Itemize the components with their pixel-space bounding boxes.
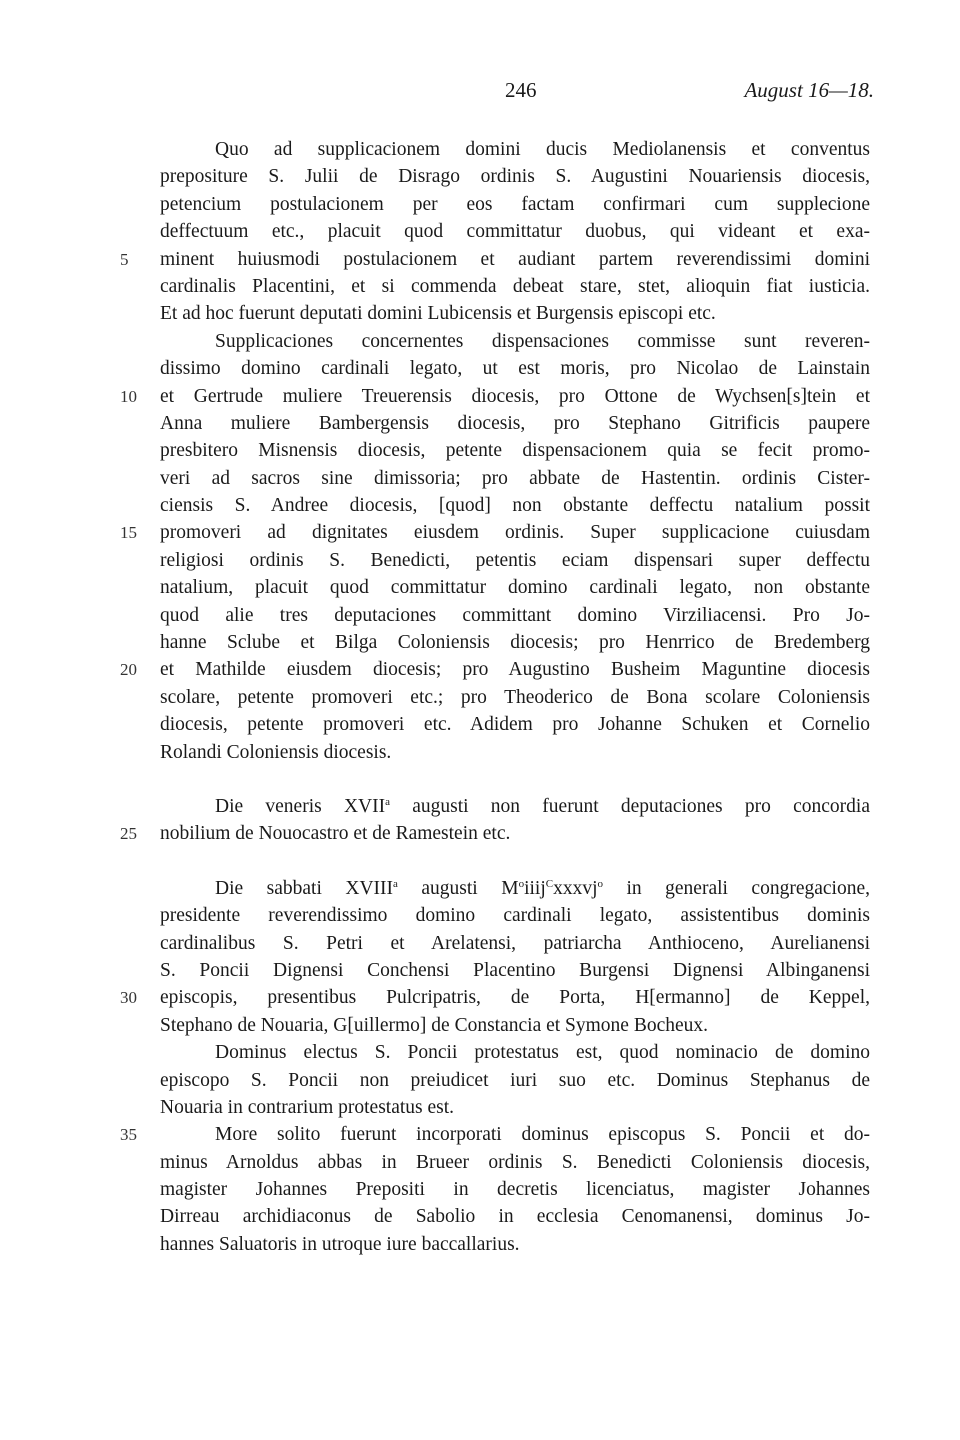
line-text: Dirreau archidiaconus de Sabolio in ecclesia Cenomanensi, dominus Jo- <box>160 1206 870 1228</box>
text-line <box>0 820 960 847</box>
text-line <box>0 355 960 382</box>
line-text: veri ad sacros sine dimissoria; pro abbate de Hastentin. ordinis Cister- <box>160 467 870 489</box>
line-text: Et ad hoc fuerunt deputati domini Lubicensis et Burgensis episcopi etc. <box>160 303 716 325</box>
text-line <box>0 136 960 163</box>
line-number: 20 <box>120 660 137 680</box>
line-number: 35 <box>120 1125 137 1145</box>
line-text: petencium postulacionem per eos factam confirmari cum supplecione <box>160 193 870 215</box>
text-line <box>0 602 960 629</box>
superscript: a <box>385 795 390 808</box>
line-text: scolare, petente promoveri etc.; pro Theoderico de Bona scolare Coloniensis <box>160 686 870 708</box>
line-text: quod alie tres deputaciones committant domino Virziliacensi. Pro Jo- <box>160 604 870 626</box>
line-text: presidente reverendissimo domino cardinali legato, assistentibus dominis <box>160 905 870 927</box>
line-text: Stephano de Nouaria, G[uillermo] de Constancia et Symone Bocheux. <box>160 1014 709 1036</box>
line-number: 15 <box>120 523 137 543</box>
paragraph <box>0 136 960 328</box>
line-text: hanne Sclube et Bilga Coloniensis diocesis; pro Henrrico de Bredemberg <box>160 632 870 654</box>
text-line <box>0 437 960 464</box>
text-line <box>0 739 960 766</box>
text-line <box>0 191 960 218</box>
text-line <box>0 410 960 437</box>
text-line <box>0 163 960 190</box>
text-line <box>0 875 960 902</box>
line-text: More solito fuerunt incorporati dominus episcopus S. Poncii et do- <box>215 1124 870 1146</box>
text-line <box>0 984 960 1011</box>
line-text: presbitero Misnensis diocesis, petente dispensacionem quia se fecit promo- <box>160 440 870 462</box>
line-text: Nouaria in contrarium protestatus est. <box>160 1096 455 1118</box>
line-text: minus Arnoldus abbas in Brueer ordinis S. Benedicti Coloniensis diocesis, <box>160 1151 870 1173</box>
body-text <box>0 136 960 1258</box>
line-text <box>215 793 870 820</box>
line-text: hannes Saluatoris in utroque iure baccallarius. <box>160 1233 520 1255</box>
text-line <box>0 1149 960 1176</box>
line-text: religiosi ordinis S. Benedicti, petentis eciam dispensari super deffectu <box>160 549 870 571</box>
text-line <box>0 1039 960 1066</box>
line-text: dissimo domino cardinali legato, ut est moris, pro Nicolao de Lainstain <box>160 358 870 380</box>
page-number: 246 <box>505 78 537 102</box>
text-line <box>0 465 960 492</box>
line-text: promoveri ad dignitates eiusdem ordinis. Super supplicacione cuiusdam <box>160 522 870 544</box>
text-segment: augusti non fuerunt deputaciones pro concordia <box>390 795 870 817</box>
line-text: Supplicaciones concernentes dispensaciones commisse sunt reveren- <box>215 330 870 352</box>
line-text: minent huiusmodi postulacionem et audiant partem reverendissimi domini <box>160 248 870 270</box>
text-line <box>0 492 960 519</box>
text-line <box>0 629 960 656</box>
text-line <box>0 1121 960 1148</box>
text-segment: iiij <box>524 877 546 899</box>
paragraph <box>0 1121 960 1258</box>
text-segment: augusti M <box>397 877 519 899</box>
text-line <box>0 711 960 738</box>
text-line <box>0 1012 960 1039</box>
text-line <box>0 218 960 245</box>
line-text: deffectuum etc., placuit quod committatur duobus, qui videant et exa- <box>160 221 870 243</box>
line-number: 30 <box>120 988 137 1008</box>
text-segment: xxxvj <box>553 877 598 899</box>
line-text: Quo ad supplicacionem domini ducis Mediolanensis et conventus <box>215 139 870 160</box>
line-text: Anna muliere Bambergensis diocesis, pro Stephano Gitrificis paupere <box>160 412 870 434</box>
line-text: natalium, placuit quod committatur domino cardinali legato, non obstante <box>160 577 870 599</box>
paragraph-gap <box>0 848 960 875</box>
paragraph <box>0 793 960 848</box>
text-line <box>0 273 960 300</box>
text-line <box>0 902 960 929</box>
line-text: cardinalis Placentini, et si commenda debeat stare, stet, alioquin fiat iusticia. <box>160 275 870 297</box>
text-line <box>0 300 960 327</box>
text-line <box>0 656 960 683</box>
line-text: prepositure S. Julii de Disrago ordinis S. Augustini Nouariensis diocesis, <box>160 166 870 188</box>
text-line <box>0 547 960 574</box>
text-line <box>0 246 960 273</box>
line-text: et Gertrude muliere Treuerensis diocesis, pro Ottone de Wychsen[s]tein et <box>160 385 870 407</box>
line-text <box>215 875 870 902</box>
text-line <box>0 793 960 820</box>
line-text: episcopis, presentibus Pulcripatris, de Porta, H[ermanno] de Keppel, <box>160 987 870 1009</box>
text-line <box>0 574 960 601</box>
text-line <box>0 957 960 984</box>
paragraph <box>0 1039 960 1121</box>
line-text: episcopo S. Poncii non preiudicet iuri suo etc. Dominus Stephanus de <box>160 1069 870 1091</box>
line-text: magister Johannes Prepositi in decretis licenciatus, magister Johannes <box>160 1179 870 1201</box>
text-line <box>0 1094 960 1121</box>
line-text: ciensis S. Andree diocesis, [quod] non obstante deffectu natalium possit <box>160 495 870 517</box>
line-text: nobilium de Nouocastro et de Ramestein etc. <box>160 823 511 845</box>
superscript: o <box>597 877 603 890</box>
superscript: o <box>518 877 525 890</box>
paragraph <box>0 875 960 1039</box>
text-segment: Die veneris XVII <box>215 795 386 817</box>
line-text: cardinalibus S. Petri et Arelatensi, patriarcha Anthioceno, Aurelianensi <box>160 932 870 954</box>
line-number: 25 <box>120 824 137 844</box>
paragraph-gap <box>0 766 960 793</box>
page-header <box>160 78 880 114</box>
line-text: Dominus electus S. Poncii protestatus est, quod nominacio de domino <box>215 1042 870 1064</box>
text-line <box>0 519 960 546</box>
paragraph <box>0 328 960 766</box>
text-line <box>0 383 960 410</box>
text-line <box>0 930 960 957</box>
text-line <box>0 1067 960 1094</box>
text-line <box>0 1231 960 1258</box>
text-segment: in generali congregacione, <box>603 877 870 899</box>
line-text: diocesis, petente promoveri etc. Adidem pro Johanne Schuken et Cornelio <box>160 714 870 736</box>
line-text: Rolandi Coloniensis diocesis. <box>160 741 392 763</box>
text-line <box>0 1176 960 1203</box>
line-text: et Mathilde eiusdem diocesis; pro Augustino Busheim Maguntine diocesis <box>160 659 870 681</box>
text-segment: Die sabbati XVIII <box>215 877 394 899</box>
superscript: a <box>393 877 398 890</box>
running-head: August 16—18. <box>744 78 874 102</box>
text-line <box>0 684 960 711</box>
line-number: 10 <box>120 386 137 406</box>
text-line <box>0 1203 960 1230</box>
superscript: C <box>545 877 554 890</box>
line-number: 5 <box>120 249 129 269</box>
line-text: S. Poncii Dignensi Conchensi Placentino Burgensi Dignensi Albinganensi <box>160 959 870 981</box>
text-line <box>0 328 960 355</box>
